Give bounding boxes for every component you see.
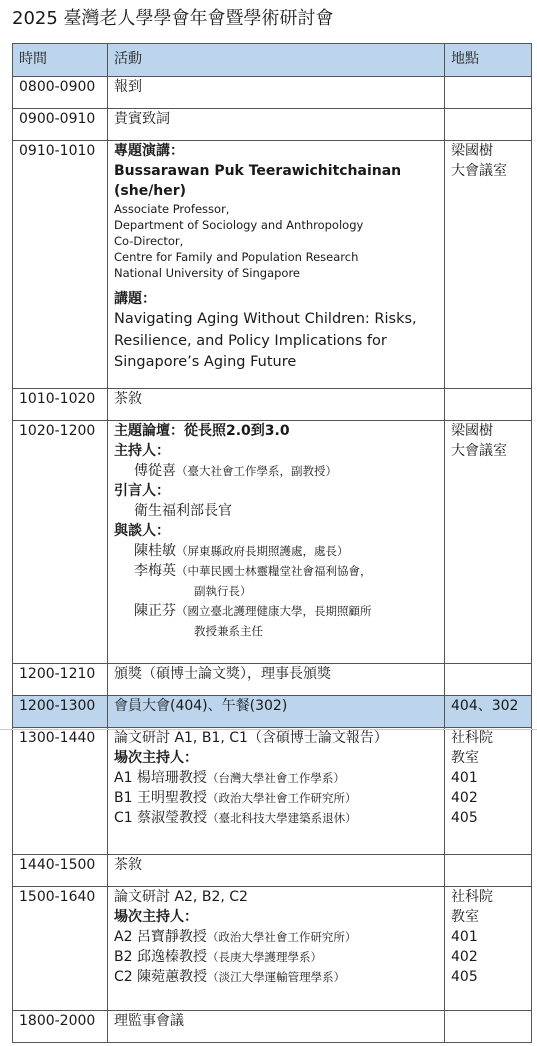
schedule-table bbox=[12, 43, 532, 1043]
session-host: A1 楊培珊教授（台灣大學社會工作學系） bbox=[114, 770, 345, 786]
host-line: 傅從喜（臺大社會工作學系，副教授） bbox=[134, 463, 337, 479]
time-cell: 1010-1020 bbox=[13, 389, 108, 421]
table-row bbox=[13, 389, 532, 421]
activity-cell: 頒獎（碩博士論文獎），理事長頒獎 bbox=[108, 664, 445, 696]
activity-cell: 報到 bbox=[108, 77, 445, 109]
location-cell: 梁國樹 大會議室 bbox=[445, 141, 532, 389]
discussant-3: 陳正芬（國立臺北護理健康大學，長期照顧所 bbox=[134, 603, 372, 619]
table-row bbox=[13, 421, 532, 664]
keynote-label: 專題演講： bbox=[114, 143, 184, 159]
location-cell bbox=[445, 855, 532, 887]
session-host: C2 陳菀蕙教授（淡江大學運輸管理學系） bbox=[114, 969, 346, 985]
table-row bbox=[13, 728, 532, 855]
time-cell: 1200-1300 bbox=[13, 696, 108, 728]
location-cell: 社科院 教室 401 402 405 bbox=[445, 887, 532, 1011]
activity-cell bbox=[108, 421, 445, 664]
table-row bbox=[13, 1011, 532, 1043]
session-host-label: 場次主持人： bbox=[114, 750, 198, 766]
time-cell: 1800-2000 bbox=[13, 1011, 108, 1043]
location-cell bbox=[445, 1011, 532, 1043]
table-row bbox=[13, 77, 532, 109]
activity-cell: 會員大會(404)、午餐(302) bbox=[108, 696, 445, 728]
discussant-1: 陳桂敏（屏東縣政府長期照護處，處長） bbox=[134, 543, 349, 559]
activity-cell: 理監事會議 bbox=[108, 1011, 445, 1043]
location-cell bbox=[445, 664, 532, 696]
host-label: 主持人： bbox=[114, 443, 170, 459]
table-row-highlighted bbox=[13, 696, 532, 728]
speaker-name: Bussarawan Puk Teerawichitchainan bbox=[114, 163, 402, 179]
activity-cell bbox=[108, 887, 445, 1011]
session-title: 論文研討 A1, B1, C1（含碩博士論文報告） bbox=[114, 730, 388, 746]
header-activity: 活動 bbox=[108, 44, 445, 77]
location-cell bbox=[445, 389, 532, 421]
time-cell: 1440-1500 bbox=[13, 855, 108, 887]
session-title: 論文研討 A2, B2, C2 bbox=[114, 889, 248, 905]
time-cell: 0800-0900 bbox=[13, 77, 108, 109]
header-location: 地點 bbox=[445, 44, 532, 77]
header-time: 時間 bbox=[13, 44, 108, 77]
topic-text: Navigating Aging Without Children: Risks, Resilience, and Policy Implications for Singapore’s Aging Future bbox=[114, 311, 417, 370]
location-cell bbox=[445, 77, 532, 109]
discussant-2-note: 副執行長） bbox=[194, 584, 252, 598]
intro-label: 引言人： bbox=[114, 483, 170, 499]
table-row bbox=[13, 141, 532, 389]
session-host: B2 邱逸榛教授（長庚大學護理學系） bbox=[114, 949, 322, 965]
discussant-2: 李梅英（中華民國士林靈糧堂社會福利協會， bbox=[134, 563, 372, 579]
location-cell: 梁國樹 大會議室 bbox=[445, 421, 532, 664]
discussant-label: 與談人： bbox=[114, 523, 170, 539]
speaker-pronoun: (she/her) bbox=[114, 183, 187, 199]
topic-label: 講題： bbox=[114, 291, 156, 307]
time-cell: 0910-1010 bbox=[13, 141, 108, 389]
table-header-row bbox=[13, 44, 532, 77]
activity-cell bbox=[108, 141, 445, 389]
activity-cell bbox=[108, 728, 445, 855]
location-cell bbox=[445, 109, 532, 141]
activity-cell: 貴賓致詞 bbox=[108, 109, 445, 141]
page-divider bbox=[0, 729, 537, 730]
session-host: B1 王明聖教授（政治大學社會工作研究所） bbox=[114, 790, 357, 806]
discussant-3-note: 教授兼系主任 bbox=[194, 624, 263, 638]
table-row bbox=[13, 664, 532, 696]
session-host: C1 蔡淑瑩教授（臺北科技大學建築系退休） bbox=[114, 810, 357, 826]
speaker-affiliation: Associate Professor, Department of Sociology and Anthropology Co-Director, Centre for Family and Population Research National University of Singapore bbox=[114, 202, 364, 280]
activity-cell: 茶敘 bbox=[108, 855, 445, 887]
location-cell: 社科院 教室 401 402 405 bbox=[445, 728, 532, 855]
time-cell: 1200-1210 bbox=[13, 664, 108, 696]
page-title: 2025 臺灣老人學學會年會暨學術研討會 bbox=[12, 8, 334, 29]
time-cell: 1500-1640 bbox=[13, 887, 108, 1011]
time-cell: 1300-1440 bbox=[13, 728, 108, 855]
table-row bbox=[13, 855, 532, 887]
activity-cell: 茶敘 bbox=[108, 389, 445, 421]
intro-line: 衛生福利部長官 bbox=[134, 503, 232, 519]
table-row bbox=[13, 887, 532, 1011]
time-cell: 0900-0910 bbox=[13, 109, 108, 141]
session-host: A2 呂寶靜教授（政治大學社會工作研究所） bbox=[114, 929, 357, 945]
forum-title: 主題論壇：從長照2.0到3.0 bbox=[114, 423, 290, 439]
session-host-label: 場次主持人： bbox=[114, 909, 198, 925]
table-row bbox=[13, 109, 532, 141]
location-cell: 404、302 bbox=[445, 696, 532, 728]
time-cell: 1020-1200 bbox=[13, 421, 108, 664]
